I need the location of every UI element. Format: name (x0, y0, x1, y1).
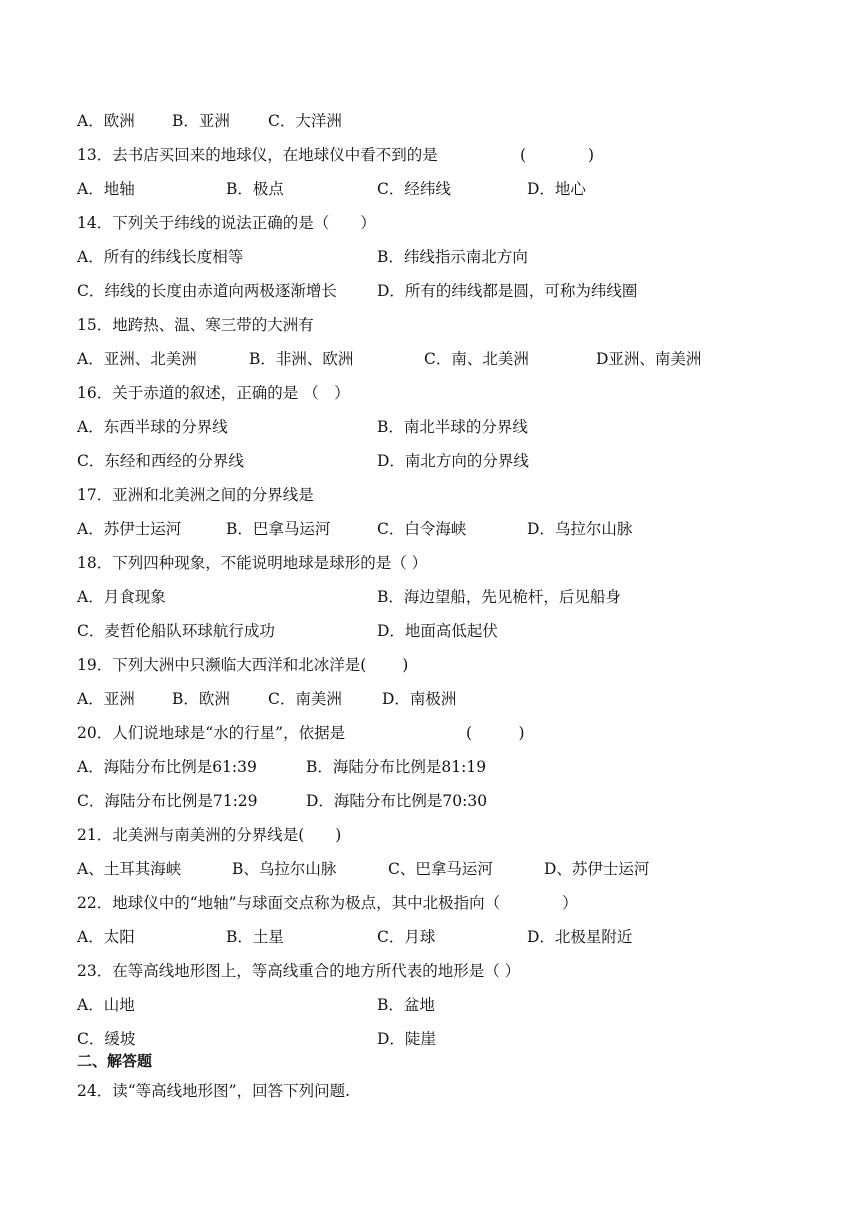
option-text: D、苏伊士运河 (544, 860, 650, 878)
line-text: A．东西半球的分界线 (77, 418, 228, 436)
option-text: D．地面高低起伏 (377, 622, 498, 640)
line-text: A．地轴 (77, 180, 135, 198)
line-text: 22．地球仪中的“地轴”与球面交点称为极点，其中北极指向（ ） (77, 894, 578, 912)
line-text: A．月食现象 (77, 588, 166, 606)
option-text: C．南、北美洲 (424, 350, 529, 368)
option-text: D亚洲、南美洲 (596, 350, 702, 368)
option-text: D．所有的纬线都是圆，可称为纬线圈 (377, 282, 638, 300)
line-text: 二、解答题 (77, 1052, 153, 1070)
line-text: 24．读“等高线地形图”，回答下列问题. (77, 1082, 350, 1100)
option-text: C．月球 (377, 928, 436, 946)
line-text: A．欧洲 (77, 112, 135, 130)
line-text: 19．下列大洲中只濒临大西洋和北冰洋是( ) (77, 656, 409, 674)
line-text: A．太阳 (77, 928, 135, 946)
option-text: B．非洲、欧洲 (249, 350, 354, 368)
option-text: B．巴拿马运河 (226, 520, 331, 538)
option-text: B．南北半球的分界线 (377, 418, 528, 436)
option-text: B、乌拉尔山脉 (232, 860, 337, 878)
option-text: B．纬线指示南北方向 (377, 248, 528, 266)
option-text: C．经纬线 (377, 180, 451, 198)
line-text: 21．北美洲与南美洲的分界线是( ) (77, 826, 342, 844)
line-text: A．山地 (77, 996, 135, 1014)
line-text: 15．地跨热、温、寒三带的大洲有 (77, 316, 314, 334)
option-text: D．北极星附近 (527, 928, 633, 946)
line-text: 23．在等高线地形图上，等高线重合的地方所代表的地形是（ ） (77, 962, 521, 980)
option-text: B．海陆分布比例是81:19 (306, 758, 487, 776)
option-text: D．南极洲 (382, 690, 457, 708)
line-text: 14．下列关于纬线的说法正确的是（ ） (77, 214, 376, 232)
option-text: D．地心 (527, 180, 586, 198)
option-text: ( ) (466, 724, 525, 742)
option-text: D．陡崖 (377, 1030, 436, 1048)
option-text: B．盆地 (377, 996, 435, 1014)
line-text: A．亚洲 (77, 690, 135, 708)
option-text: B．欧洲 (172, 690, 230, 708)
option-text: C．南美洲 (268, 690, 342, 708)
option-text: D．乌拉尔山脉 (527, 520, 633, 538)
line-text: C．纬线的长度由赤道向两极逐渐增长 (77, 282, 337, 300)
line-text: A．海陆分布比例是61:39 (77, 758, 257, 776)
option-text: D．南北方向的分界线 (377, 452, 529, 470)
line-text: A、土耳其海峡 (77, 860, 182, 878)
line-text: C．麦哲伦船队环球航行成功 (77, 622, 275, 640)
line-text: 16．关于赤道的叙述，正确的是 （ ） (77, 384, 350, 402)
line-text: 20．人们说地球是“水的行星”，依据是 (77, 724, 346, 742)
line-text: A．所有的纬线长度相等 (77, 248, 244, 266)
option-text: B．土星 (226, 928, 284, 946)
line-text: A．苏伊士运河 (77, 520, 182, 538)
option-text: ( ) (520, 146, 595, 164)
option-text: C．白令海峡 (377, 520, 467, 538)
option-text: B．亚洲 (172, 112, 230, 130)
line-text: C．东经和西经的分界线 (77, 452, 244, 470)
line-text: 13．去书店买回来的地球仪，在地球仪中看不到的是 (77, 146, 438, 164)
line-text: A．亚洲、北美洲 (77, 350, 197, 368)
option-text: D．海陆分布比例是70:30 (306, 792, 488, 810)
line-text: 17．亚洲和北美洲之间的分界线是 (77, 486, 314, 504)
line-text: C．海陆分布比例是71:29 (77, 792, 258, 810)
option-text: C、巴拿马运河 (388, 860, 493, 878)
line-text: C．缓坡 (77, 1030, 136, 1048)
line-text: 18．下列四种现象，不能说明地球是球形的是（ ） (77, 554, 428, 572)
option-text: C．大洋洲 (268, 112, 342, 130)
option-text: B．极点 (226, 180, 284, 198)
option-text: B．海边望船，先见桅杆，后见船身 (377, 588, 621, 606)
